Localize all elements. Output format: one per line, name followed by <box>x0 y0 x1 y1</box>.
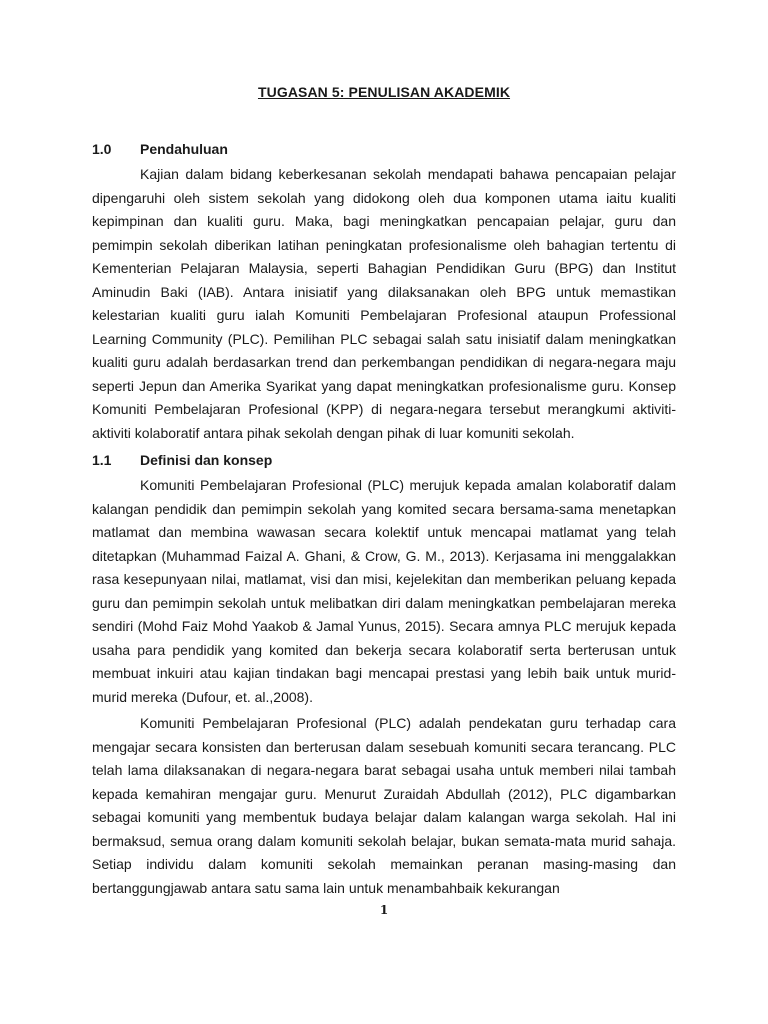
section-number: 1.1 <box>92 452 112 468</box>
paragraph-definisi-2: Komuniti Pembelajaran Profesional (PLC) adalah pendekatan guru terhadap cara mengajar secara konsisten dan berterusan dalam sesebuah komuniti secara terancang. PLC telah lama dilaksanakan di negara-negara barat sebagai usaha untuk memberi nilai tambah kepada kemahiran mengajar guru. Menurut Zuraidah Abdullah (2012), PLC digambarkan sebagai komuniti yang membentuk budaya belajar dalam kalangan warga sekolah. Hal ini bermaksud, semua orang dalam komuniti sekolah belajar, bukan semata-mata murid sahaja. Setiap individu dalam komuniti sekolah memainkan peranan masing-masing dan bertanggungjawab antara satu sama lain untuk menambahbaik kekurangan <box>92 715 676 896</box>
section-heading-pendahuluan <box>92 141 228 157</box>
section-number: 1.0 <box>92 141 112 157</box>
paragraph-definisi-1: Komuniti Pembelajaran Profesional (PLC) merujuk kepada amalan kolaboratif dalam kalangan pendidik dan pemimpin sekolah yang komited secara bersama-sama menetapkan matlamat dan membina wawasan secara kolektif untuk mencapai matlamat yang telah ditetapkan (Muhammad Faizal A. Ghani, & Crow, G. M., 2013). Kerjasama ini menggalakkan rasa kesepunyaan nilai, matlamat, visi dan misi, kejelekitan dan memberikan peluang kepada guru dan pemimpin sekolah untuk melibatkan diri dalam meningkatkan pembelajaran mereka sendiri (Mohd Faiz Mohd Yaakob & Jamal Yunus, 2015). Secara amnya PLC merujuk kepada usaha para pendidik yang komited dan bekerja secara kolaboratif serta berterusan untuk membuat inkuiri atau kajian tindakan bagi mencapai prestasi yang lebih baik untuk murid-murid mereka (Dufour, et. al.,2008). <box>92 477 676 705</box>
page-number: 1 <box>379 903 389 917</box>
section-title: Definisi dan konsep <box>140 452 273 468</box>
document-title: TUGASAN 5: PENULISAN AKADEMIK <box>257 84 511 100</box>
section-title: Pendahuluan <box>140 141 228 157</box>
paragraph-pendahuluan: Kajian dalam bidang keberkesanan sekolah mendapati bahawa pencapaian pelajar dipengaruhi oleh sistem sekolah yang didokong oleh dua komponen utama iaitu kualiti kepimpinan dan kualiti guru. Maka, bagi meningkatkan pencapaian pelajar, guru dan pemimpin sekolah diberikan latihan peningkatan profesionalisme oleh bahagian tertentu di Kementerian Pelajaran Malaysia, seperti Bahagian Pendidikan Guru (BPG) dan Institut Aminudin Baki (IAB). Antara inisiatif yang dilaksanakan oleh BPG untuk memastikan kelestarian kualiti guru ialah Komuniti Pembelajaran Profesional ataupun Professional Learning Community (PLC). Pemilihan PLC sebagai salah satu inisiatif dalam meningkatkan kualiti guru adalah berdasarkan trend dan perkembangan pendidikan di negara-negara maju seperti Jepun dan Amerika Syarikat yang dapat meningkatkan profesionalisme guru. Konsep Komuniti Pembelajaran Profesional (KPP) di negara-negara tersebut merangkumi aktiviti-aktiviti kolaboratif antara pihak sekolah dengan pihak di luar komuniti sekolah. <box>92 166 676 441</box>
section-heading-definisi <box>92 452 272 468</box>
